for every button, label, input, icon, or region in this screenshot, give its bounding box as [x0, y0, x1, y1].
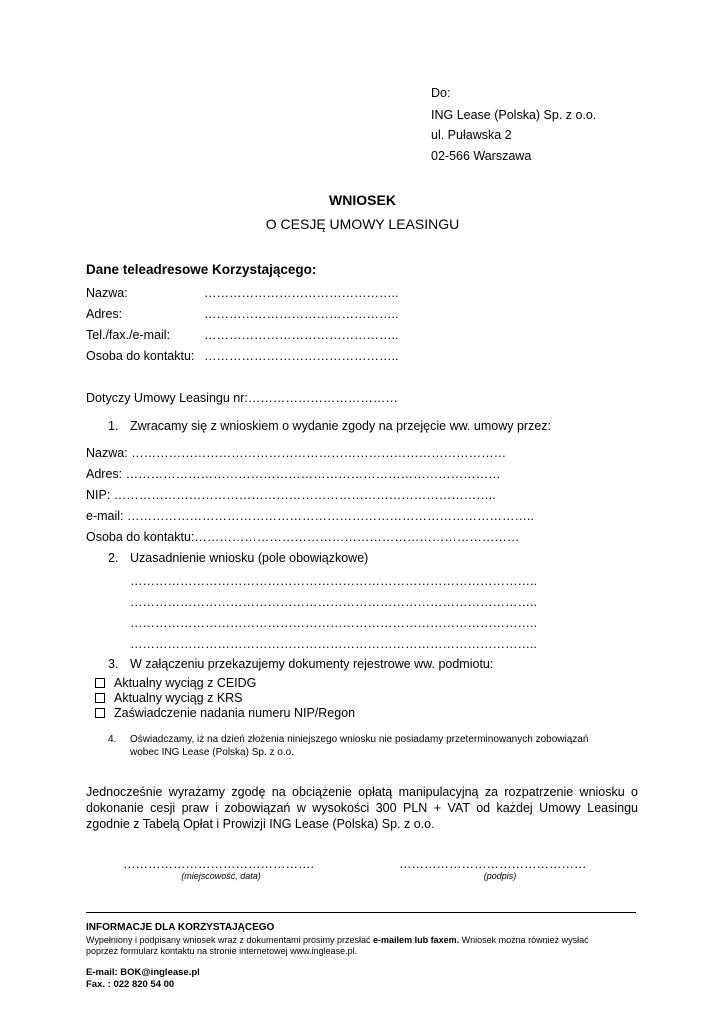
- info-line1-part-c: Wniosek można również wysłać: [459, 935, 589, 945]
- info-fax: Fax. : 022 820 54 00: [86, 979, 175, 990]
- lessee-contact-field[interactable]: ………………………………………..: [204, 328, 399, 342]
- recipient-company: ING Lease (Polska) Sp. z o.o.: [431, 108, 597, 122]
- section2-text: Uzasadnienie wniosku (pole obowiązkowe): [130, 551, 369, 565]
- agreement-number-field[interactable]: Dotyczy Umowy Leasingu nr:………………………………: [86, 391, 398, 405]
- info-email: E-mail: BOK@inglease.pl: [86, 967, 200, 978]
- signature-caption: (podpis): [483, 871, 517, 881]
- assignee-email-field[interactable]: e-mail: ……………………………………………………………………………………..: [86, 509, 534, 523]
- justification-line[interactable]: ……………………………………………………………………………………..: [130, 595, 537, 609]
- recipient-street: ul. Puławska 2: [431, 128, 512, 142]
- footer-divider: [86, 912, 636, 913]
- checkbox-square-icon[interactable]: [95, 708, 105, 718]
- place-date-caption: (miejscowość, data): [181, 871, 261, 881]
- document-subtitle: O CESJĘ UMOWY LEASINGU: [265, 216, 460, 232]
- recipient-label: Do:: [431, 86, 451, 100]
- assignee-nip-field[interactable]: NIP: ………………………………………………………………………………..: [86, 488, 496, 502]
- checkbox-krs-label: Aktualny wyciąg z KRS: [114, 691, 243, 705]
- section4-number: 4.: [108, 734, 117, 745]
- checkbox-square-icon[interactable]: [95, 693, 105, 703]
- checkbox-ceidg[interactable]: [95, 676, 256, 691]
- lessee-contact-label: Tel./fax./e-mail:: [86, 328, 171, 342]
- justification-line[interactable]: ……………………………………………………………………………………..: [130, 637, 537, 651]
- document-title: WNIOSEK: [329, 192, 396, 208]
- assignee-name-field[interactable]: Nazwa: ………………………………………………………………………………: [86, 446, 507, 460]
- section4-text-line2: wobec ING Lease (Polska) Sp. z o.o.: [130, 747, 294, 758]
- assignee-person-field[interactable]: Osoba do kontaktu:……………………………………………………………………: [86, 530, 520, 544]
- checkbox-nip-regon-label: Zaświadczenie nadania numeru NIP/Regon: [114, 706, 356, 720]
- info-heading: INFORMACJE DLA KORZYSTAJĄCEGO: [86, 922, 275, 933]
- lessee-person-label: Osoba do kontaktu:: [86, 349, 195, 363]
- section4-text-line1: Oświadczamy, iż na dzień złożenia niniejszego wniosku nie posiadamy przeterminowanych zobowiązań: [130, 734, 589, 745]
- lessee-address-label: Adres:: [86, 307, 123, 321]
- checkbox-square-icon[interactable]: [95, 678, 105, 688]
- checkbox-ceidg-label: Aktualny wyciąg z CEIDG: [114, 676, 257, 690]
- lessee-heading: Dane teleadresowe Korzystającego:: [86, 262, 317, 277]
- place-date-field[interactable]: ……………………………………….: [123, 857, 314, 871]
- info-line1-part-a: Wypełniony i podpisany wniosek wraz z dokumentami prosimy przesłać: [86, 935, 374, 945]
- lessee-person-field[interactable]: ………………………………………..: [204, 349, 399, 363]
- signature-field[interactable]: ………………………………………: [399, 857, 587, 871]
- assignee-address-field[interactable]: Adres: ………………………………………………………………………………: [86, 467, 501, 481]
- justification-line[interactable]: ……………………………………………………………………………………..: [130, 574, 537, 588]
- section1-number: 1.: [108, 419, 119, 433]
- justification-line[interactable]: ……………………………………………………………………………………..: [130, 616, 537, 630]
- info-line1: [86, 935, 589, 946]
- section2-number: 2.: [108, 551, 119, 565]
- recipient-city: 02-566 Warszawa: [431, 149, 532, 163]
- info-line1-part-b: e-mailem lub faxem.: [373, 935, 460, 945]
- section3-text: W załączeniu przekazujemy dokumenty rejestrowe ww. podmiotu:: [130, 657, 494, 671]
- info-line2: poprzez formularz kontaktu na stronie internetowej www.inglease.pl.: [86, 946, 358, 956]
- lessee-address-field[interactable]: ………………………………………..: [204, 307, 399, 321]
- lessee-name-label: Nazwa:: [86, 286, 128, 300]
- section3-number: 3.: [108, 657, 119, 671]
- lessee-name-field[interactable]: ………………………………………..: [204, 286, 399, 300]
- section1-text: Zwracamy się z wnioskiem o wydanie zgody na przejęcie ww. umowy przez:: [130, 419, 551, 433]
- checkbox-krs[interactable]: [95, 691, 243, 706]
- checkbox-nip-regon[interactable]: [95, 706, 355, 721]
- consent-paragraph: Jednocześnie wyrażamy zgodę na obciążenie opłatą manipulacyjną za rozpatrzenie wniosku o dokonanie cesji praw i zobowiązań w wysokości 300 PLN + VAT od każdej Umowy Leasingu zgodnie z Tabelą Opłat i Prowizji ING Lease (Polska) Sp. z o.o.: [86, 785, 638, 831]
